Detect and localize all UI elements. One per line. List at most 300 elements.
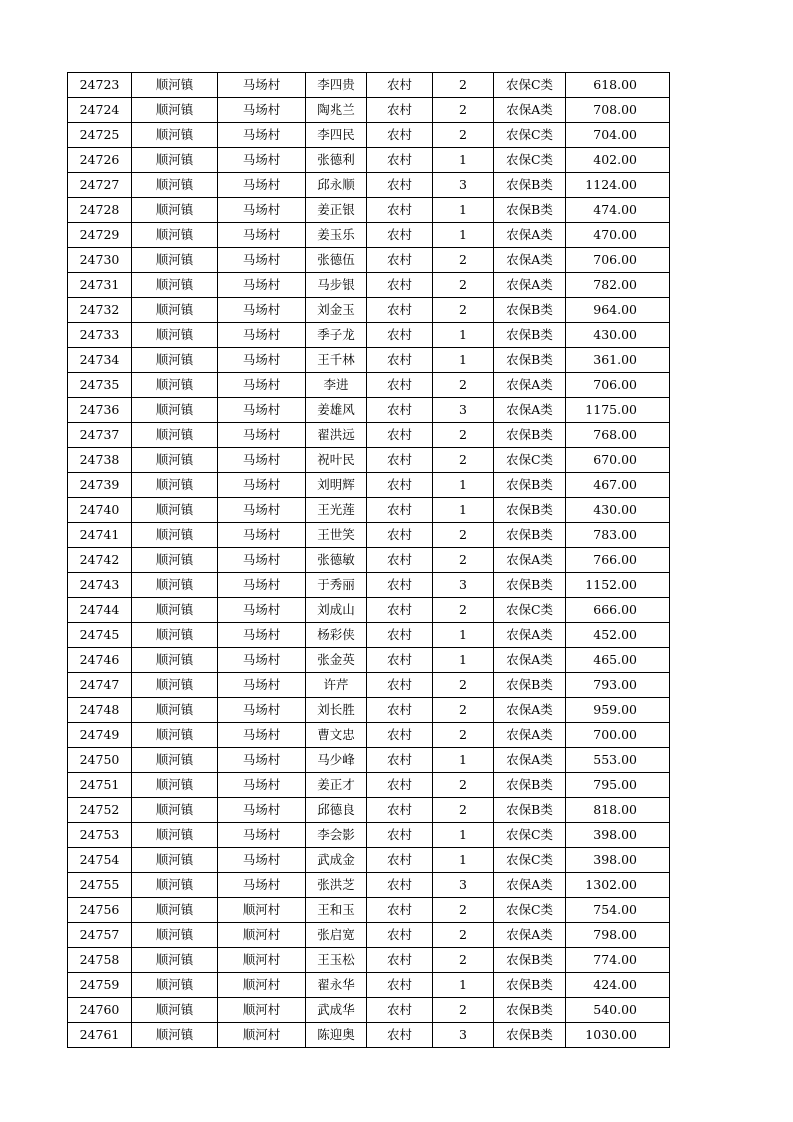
household-type-cell: 农村 — [367, 548, 433, 573]
row-id-cell: 24751 — [68, 773, 132, 798]
amount-cell: 818.00 — [566, 798, 670, 823]
village-cell: 马场村 — [218, 123, 306, 148]
row-id-cell: 24728 — [68, 198, 132, 223]
row-id-cell: 24723 — [68, 73, 132, 98]
member-count-cell: 1 — [433, 323, 494, 348]
row-id-cell: 24756 — [68, 898, 132, 923]
member-count-cell: 1 — [433, 223, 494, 248]
town-cell: 顺河镇 — [132, 298, 218, 323]
row-id-cell: 24726 — [68, 148, 132, 173]
table-row — [68, 523, 670, 548]
insurance-class-cell: 农保B类 — [494, 998, 566, 1023]
insurance-class-cell: 农保A类 — [494, 723, 566, 748]
table-row — [68, 548, 670, 573]
name-cell: 张启宽 — [306, 923, 367, 948]
amount-cell: 1175.00 — [566, 398, 670, 423]
amount-cell: 540.00 — [566, 998, 670, 1023]
name-cell: 张德利 — [306, 148, 367, 173]
amount-cell: 1302.00 — [566, 873, 670, 898]
village-cell: 马场村 — [218, 473, 306, 498]
village-cell: 顺河村 — [218, 973, 306, 998]
name-cell: 姜玉乐 — [306, 223, 367, 248]
table-row — [68, 1023, 670, 1048]
name-cell: 张洪芝 — [306, 873, 367, 898]
insurance-class-cell: 农保A类 — [494, 748, 566, 773]
household-type-cell: 农村 — [367, 873, 433, 898]
household-type-cell: 农村 — [367, 198, 433, 223]
town-cell: 顺河镇 — [132, 648, 218, 673]
amount-cell: 430.00 — [566, 323, 670, 348]
row-id-cell: 24750 — [68, 748, 132, 773]
name-cell: 邱永顺 — [306, 173, 367, 198]
insurance-class-cell: 农保B类 — [494, 298, 566, 323]
household-type-cell: 农村 — [367, 598, 433, 623]
town-cell: 顺河镇 — [132, 148, 218, 173]
town-cell: 顺河镇 — [132, 73, 218, 98]
table-row — [68, 73, 670, 98]
household-type-cell: 农村 — [367, 998, 433, 1023]
household-type-cell: 农村 — [367, 723, 433, 748]
village-cell: 马场村 — [218, 573, 306, 598]
row-id-cell: 24754 — [68, 848, 132, 873]
name-cell: 许芹 — [306, 673, 367, 698]
row-id-cell: 24744 — [68, 598, 132, 623]
insurance-class-cell: 农保C类 — [494, 848, 566, 873]
row-id-cell: 24753 — [68, 823, 132, 848]
insurance-class-cell: 农保C类 — [494, 823, 566, 848]
village-cell: 马场村 — [218, 348, 306, 373]
household-type-cell: 农村 — [367, 498, 433, 523]
amount-cell: 959.00 — [566, 698, 670, 723]
insurance-class-cell: 农保C类 — [494, 73, 566, 98]
amount-cell: 768.00 — [566, 423, 670, 448]
name-cell: 刘成山 — [306, 598, 367, 623]
member-count-cell: 2 — [433, 73, 494, 98]
table-row — [68, 298, 670, 323]
row-id-cell: 24752 — [68, 798, 132, 823]
village-cell: 马场村 — [218, 623, 306, 648]
table-row — [68, 273, 670, 298]
table-row — [68, 348, 670, 373]
village-cell: 马场村 — [218, 223, 306, 248]
household-type-cell: 农村 — [367, 98, 433, 123]
member-count-cell: 1 — [433, 348, 494, 373]
town-cell: 顺河镇 — [132, 273, 218, 298]
name-cell: 翟洪远 — [306, 423, 367, 448]
amount-cell: 618.00 — [566, 73, 670, 98]
insurance-class-cell: 农保A类 — [494, 923, 566, 948]
member-count-cell: 1 — [433, 973, 494, 998]
insurance-class-cell: 农保B类 — [494, 323, 566, 348]
village-cell: 马场村 — [218, 298, 306, 323]
row-id-cell: 24735 — [68, 373, 132, 398]
insurance-class-cell: 农保B类 — [494, 798, 566, 823]
amount-cell: 754.00 — [566, 898, 670, 923]
town-cell: 顺河镇 — [132, 898, 218, 923]
insurance-class-cell: 农保C类 — [494, 448, 566, 473]
table-row — [68, 823, 670, 848]
row-id-cell: 24760 — [68, 998, 132, 1023]
amount-cell: 1152.00 — [566, 573, 670, 598]
town-cell: 顺河镇 — [132, 323, 218, 348]
table-row — [68, 598, 670, 623]
table-row — [68, 848, 670, 873]
member-count-cell: 2 — [433, 98, 494, 123]
amount-cell: 798.00 — [566, 923, 670, 948]
member-count-cell: 3 — [433, 573, 494, 598]
insurance-class-cell: 农保A类 — [494, 698, 566, 723]
table-row — [68, 648, 670, 673]
name-cell: 张金英 — [306, 648, 367, 673]
row-id-cell: 24724 — [68, 98, 132, 123]
name-cell: 李会影 — [306, 823, 367, 848]
name-cell: 王千林 — [306, 348, 367, 373]
member-count-cell: 2 — [433, 948, 494, 973]
household-type-cell: 农村 — [367, 273, 433, 298]
table-row — [68, 198, 670, 223]
amount-cell: 430.00 — [566, 498, 670, 523]
town-cell: 顺河镇 — [132, 573, 218, 598]
village-cell: 马场村 — [218, 723, 306, 748]
insurance-class-cell: 农保A类 — [494, 98, 566, 123]
row-id-cell: 24743 — [68, 573, 132, 598]
town-cell: 顺河镇 — [132, 98, 218, 123]
amount-cell: 700.00 — [566, 723, 670, 748]
village-cell: 马场村 — [218, 173, 306, 198]
town-cell: 顺河镇 — [132, 948, 218, 973]
member-count-cell: 2 — [433, 298, 494, 323]
village-cell: 马场村 — [218, 373, 306, 398]
insurance-class-cell: 农保B类 — [494, 173, 566, 198]
insurance-class-cell: 农保B类 — [494, 423, 566, 448]
village-cell: 顺河村 — [218, 998, 306, 1023]
household-type-cell: 农村 — [367, 573, 433, 598]
name-cell: 于秀丽 — [306, 573, 367, 598]
member-count-cell: 2 — [433, 273, 494, 298]
member-count-cell: 2 — [433, 773, 494, 798]
household-type-cell: 农村 — [367, 773, 433, 798]
amount-cell: 706.00 — [566, 248, 670, 273]
insurance-class-cell: 农保A类 — [494, 648, 566, 673]
amount-cell: 452.00 — [566, 623, 670, 648]
name-cell: 祝叶民 — [306, 448, 367, 473]
town-cell: 顺河镇 — [132, 623, 218, 648]
village-cell: 马场村 — [218, 398, 306, 423]
member-count-cell: 1 — [433, 648, 494, 673]
table-row — [68, 748, 670, 773]
amount-cell: 361.00 — [566, 348, 670, 373]
village-cell: 顺河村 — [218, 923, 306, 948]
data-table — [67, 72, 670, 1048]
table-row — [68, 98, 670, 123]
town-cell: 顺河镇 — [132, 848, 218, 873]
household-type-cell: 农村 — [367, 248, 433, 273]
member-count-cell: 1 — [433, 823, 494, 848]
name-cell: 王世笑 — [306, 523, 367, 548]
amount-cell: 1030.00 — [566, 1023, 670, 1048]
row-id-cell: 24729 — [68, 223, 132, 248]
member-count-cell: 1 — [433, 198, 494, 223]
insurance-class-cell: 农保C类 — [494, 123, 566, 148]
village-cell: 马场村 — [218, 98, 306, 123]
member-count-cell: 2 — [433, 123, 494, 148]
member-count-cell: 2 — [433, 673, 494, 698]
name-cell: 王和玉 — [306, 898, 367, 923]
amount-cell: 398.00 — [566, 848, 670, 873]
name-cell: 姜雄风 — [306, 398, 367, 423]
town-cell: 顺河镇 — [132, 373, 218, 398]
member-count-cell: 3 — [433, 173, 494, 198]
insurance-class-cell: 农保B类 — [494, 473, 566, 498]
name-cell: 曹文忠 — [306, 723, 367, 748]
insurance-class-cell: 农保A类 — [494, 873, 566, 898]
member-count-cell: 2 — [433, 698, 494, 723]
village-cell: 马场村 — [218, 823, 306, 848]
member-count-cell: 2 — [433, 423, 494, 448]
table-row — [68, 473, 670, 498]
insurance-class-cell: 农保A类 — [494, 548, 566, 573]
table-row — [68, 573, 670, 598]
village-cell: 马场村 — [218, 248, 306, 273]
name-cell: 张德敏 — [306, 548, 367, 573]
name-cell: 王玉松 — [306, 948, 367, 973]
table-row — [68, 423, 670, 448]
row-id-cell: 24734 — [68, 348, 132, 373]
table-row — [68, 923, 670, 948]
household-type-cell: 农村 — [367, 123, 433, 148]
amount-cell: 706.00 — [566, 373, 670, 398]
amount-cell: 782.00 — [566, 273, 670, 298]
name-cell: 刘长胜 — [306, 698, 367, 723]
amount-cell: 1124.00 — [566, 173, 670, 198]
amount-cell: 467.00 — [566, 473, 670, 498]
household-type-cell: 农村 — [367, 323, 433, 348]
household-type-cell: 农村 — [367, 973, 433, 998]
town-cell: 顺河镇 — [132, 798, 218, 823]
village-cell: 马场村 — [218, 423, 306, 448]
household-type-cell: 农村 — [367, 623, 433, 648]
name-cell: 李四贵 — [306, 73, 367, 98]
row-id-cell: 24742 — [68, 548, 132, 573]
row-id-cell: 24738 — [68, 448, 132, 473]
name-cell: 王光莲 — [306, 498, 367, 523]
name-cell: 刘明辉 — [306, 473, 367, 498]
row-id-cell: 24731 — [68, 273, 132, 298]
household-type-cell: 农村 — [367, 748, 433, 773]
table-row — [68, 173, 670, 198]
town-cell: 顺河镇 — [132, 248, 218, 273]
insurance-class-cell: 农保B类 — [494, 498, 566, 523]
member-count-cell: 2 — [433, 523, 494, 548]
row-id-cell: 24736 — [68, 398, 132, 423]
amount-cell: 774.00 — [566, 948, 670, 973]
name-cell: 马少峰 — [306, 748, 367, 773]
village-cell: 马场村 — [218, 648, 306, 673]
town-cell: 顺河镇 — [132, 723, 218, 748]
row-id-cell: 24747 — [68, 673, 132, 698]
amount-cell: 398.00 — [566, 823, 670, 848]
insurance-class-cell: 农保A类 — [494, 223, 566, 248]
town-cell: 顺河镇 — [132, 448, 218, 473]
member-count-cell: 2 — [433, 923, 494, 948]
town-cell: 顺河镇 — [132, 1023, 218, 1048]
town-cell: 顺河镇 — [132, 198, 218, 223]
household-type-cell: 农村 — [367, 848, 433, 873]
village-cell: 马场村 — [218, 598, 306, 623]
household-type-cell: 农村 — [367, 298, 433, 323]
row-id-cell: 24748 — [68, 698, 132, 723]
town-cell: 顺河镇 — [132, 173, 218, 198]
insurance-class-cell: 农保A类 — [494, 373, 566, 398]
village-cell: 马场村 — [218, 848, 306, 873]
name-cell: 陶兆兰 — [306, 98, 367, 123]
name-cell: 季子龙 — [306, 323, 367, 348]
member-count-cell: 2 — [433, 998, 494, 1023]
row-id-cell: 24739 — [68, 473, 132, 498]
member-count-cell: 3 — [433, 1023, 494, 1048]
town-cell: 顺河镇 — [132, 348, 218, 373]
table-row — [68, 723, 670, 748]
row-id-cell: 24733 — [68, 323, 132, 348]
name-cell: 李四民 — [306, 123, 367, 148]
name-cell: 陈迎奥 — [306, 1023, 367, 1048]
member-count-cell: 2 — [433, 248, 494, 273]
household-type-cell: 农村 — [367, 523, 433, 548]
village-cell: 马场村 — [218, 548, 306, 573]
row-id-cell: 24737 — [68, 423, 132, 448]
row-id-cell: 24755 — [68, 873, 132, 898]
amount-cell: 708.00 — [566, 98, 670, 123]
household-type-cell: 农村 — [367, 698, 433, 723]
table-row — [68, 623, 670, 648]
village-cell: 马场村 — [218, 323, 306, 348]
town-cell: 顺河镇 — [132, 873, 218, 898]
household-type-cell: 农村 — [367, 473, 433, 498]
town-cell: 顺河镇 — [132, 123, 218, 148]
member-count-cell: 2 — [433, 448, 494, 473]
name-cell: 刘金玉 — [306, 298, 367, 323]
town-cell: 顺河镇 — [132, 498, 218, 523]
member-count-cell: 2 — [433, 898, 494, 923]
insurance-class-cell: 农保B类 — [494, 523, 566, 548]
village-cell: 马场村 — [218, 698, 306, 723]
village-cell: 马场村 — [218, 148, 306, 173]
table-row — [68, 673, 670, 698]
insurance-class-cell: 农保B类 — [494, 773, 566, 798]
town-cell: 顺河镇 — [132, 598, 218, 623]
row-id-cell: 24746 — [68, 648, 132, 673]
household-type-cell: 农村 — [367, 73, 433, 98]
town-cell: 顺河镇 — [132, 998, 218, 1023]
town-cell: 顺河镇 — [132, 748, 218, 773]
table-row — [68, 773, 670, 798]
village-cell: 马场村 — [218, 273, 306, 298]
insurance-class-cell: 农保B类 — [494, 348, 566, 373]
name-cell: 姜正才 — [306, 773, 367, 798]
table-row — [68, 948, 670, 973]
amount-cell: 470.00 — [566, 223, 670, 248]
name-cell: 邱德良 — [306, 798, 367, 823]
insurance-class-cell: 农保A类 — [494, 273, 566, 298]
village-cell: 马场村 — [218, 798, 306, 823]
village-cell: 马场村 — [218, 873, 306, 898]
insurance-class-cell: 农保B类 — [494, 673, 566, 698]
table-row — [68, 148, 670, 173]
amount-cell: 402.00 — [566, 148, 670, 173]
table-row — [68, 698, 670, 723]
table-row — [68, 973, 670, 998]
household-type-cell: 农村 — [367, 948, 433, 973]
amount-cell: 783.00 — [566, 523, 670, 548]
amount-cell: 704.00 — [566, 123, 670, 148]
row-id-cell: 24727 — [68, 173, 132, 198]
household-type-cell: 农村 — [367, 398, 433, 423]
amount-cell: 424.00 — [566, 973, 670, 998]
town-cell: 顺河镇 — [132, 698, 218, 723]
table-row — [68, 223, 670, 248]
village-cell: 顺河村 — [218, 948, 306, 973]
insurance-class-cell: 农保A类 — [494, 623, 566, 648]
household-type-cell: 农村 — [367, 348, 433, 373]
village-cell: 马场村 — [218, 773, 306, 798]
household-type-cell: 农村 — [367, 1023, 433, 1048]
village-cell: 马场村 — [218, 73, 306, 98]
insurance-class-cell: 农保C类 — [494, 598, 566, 623]
table-body — [68, 73, 670, 1048]
amount-cell: 553.00 — [566, 748, 670, 773]
village-cell: 顺河村 — [218, 1023, 306, 1048]
household-type-cell: 农村 — [367, 223, 433, 248]
member-count-cell: 1 — [433, 473, 494, 498]
village-cell: 马场村 — [218, 748, 306, 773]
household-type-cell: 农村 — [367, 823, 433, 848]
table-row — [68, 498, 670, 523]
household-type-cell: 农村 — [367, 898, 433, 923]
member-count-cell: 1 — [433, 748, 494, 773]
table-row — [68, 998, 670, 1023]
insurance-class-cell: 农保A类 — [494, 398, 566, 423]
table-row — [68, 798, 670, 823]
table-row — [68, 898, 670, 923]
name-cell: 武成华 — [306, 998, 367, 1023]
insurance-class-cell: 农保B类 — [494, 198, 566, 223]
member-count-cell: 2 — [433, 548, 494, 573]
insurance-class-cell: 农保C类 — [494, 148, 566, 173]
member-count-cell: 1 — [433, 623, 494, 648]
village-cell: 顺河村 — [218, 898, 306, 923]
row-id-cell: 24741 — [68, 523, 132, 548]
town-cell: 顺河镇 — [132, 923, 218, 948]
row-id-cell: 24745 — [68, 623, 132, 648]
member-count-cell: 2 — [433, 798, 494, 823]
member-count-cell: 2 — [433, 373, 494, 398]
row-id-cell: 24749 — [68, 723, 132, 748]
row-id-cell: 24758 — [68, 948, 132, 973]
table-row — [68, 873, 670, 898]
name-cell: 张德伍 — [306, 248, 367, 273]
household-type-cell: 农村 — [367, 798, 433, 823]
town-cell: 顺河镇 — [132, 223, 218, 248]
town-cell: 顺河镇 — [132, 398, 218, 423]
household-type-cell: 农村 — [367, 673, 433, 698]
household-type-cell: 农村 — [367, 648, 433, 673]
village-cell: 马场村 — [218, 198, 306, 223]
town-cell: 顺河镇 — [132, 423, 218, 448]
table-row — [68, 123, 670, 148]
village-cell: 马场村 — [218, 448, 306, 473]
name-cell: 姜正银 — [306, 198, 367, 223]
household-type-cell: 农村 — [367, 173, 433, 198]
